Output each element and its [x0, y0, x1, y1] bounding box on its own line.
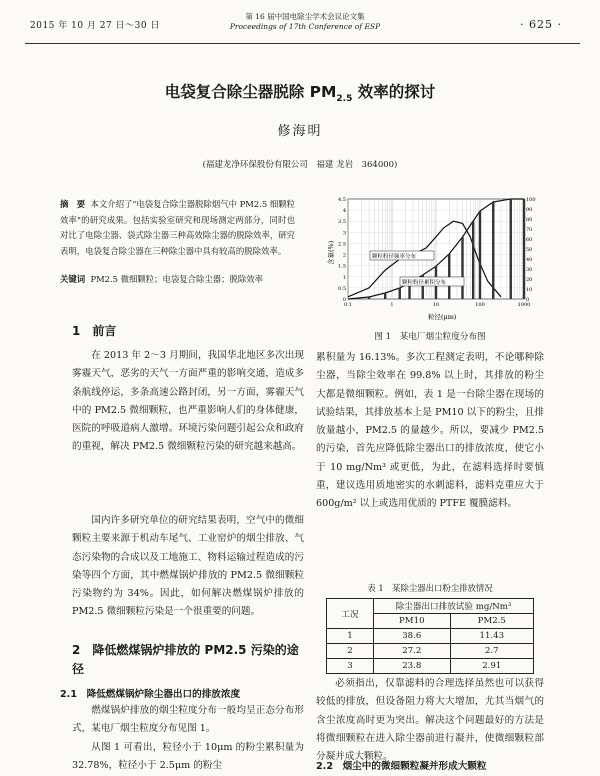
- keywords-text: PM2.5 微细颗粒；电袋复合除尘器；脱除效率: [90, 274, 264, 284]
- right-tick-label: 20: [526, 277, 533, 283]
- table-group-header: 除尘器出口排放试验 mg/Nm³: [374, 599, 534, 614]
- table-cell: 1: [327, 629, 374, 644]
- header-rule: [25, 43, 580, 44]
- table-header-pm25: PM2.5: [450, 614, 533, 629]
- cumulative-bar: [472, 221, 474, 299]
- page-number: · 625 ·: [520, 18, 562, 31]
- left-tick-label: 0.5: [338, 285, 346, 292]
- para-intro-2: 国内许多研究单位的研究结果表明，空气中的微细颗粒主要来源于机动车尾气、工业窑炉的烟尘排放、气态污染物的合成以及工地施工、物料运输过程造成的污染等四个方面，其中燃煤锅炉排放的 PM2.5 微细颗粒污染物约为 34%。因此，如何解决燃煤锅炉排放的 PM2.5 微细颗粒污染是一个很重要的问题。: [72, 515, 304, 618]
- table-cell: 23.8: [374, 659, 451, 674]
- table-row: [327, 659, 534, 674]
- table-header-row: [327, 599, 534, 614]
- left-tick-label: 4: [342, 208, 346, 215]
- para-2-1-a: 燃煤锅炉排放的烟尘粒度分布一般均呈正态分布形式，某电厂烟尘粒度分布见图 1。: [72, 705, 304, 735]
- keywords-label: 关键词: [60, 274, 86, 284]
- title-subscript: 2.5: [336, 94, 353, 105]
- table-cell: 2.7: [450, 644, 533, 659]
- para-2-1-c: 累积量为 16.13%。多次工程测定表明，不论哪种除尘器，当除尘效率在 99.8% 以上时，其排放的粉尘大都是微细颗粒。例如，表 1 是一台除尘器在现场的试验结果，其排放基本上是 PM10 以下的粉尘，且排放量越小，PM2.5 的量越少。所以，要减少 PM2.5 的污染，首先应降低除尘器出口的排放浓度，使它小于 10 mg/Nm³ 或更低，为此，在滤料选择时要慎重，建议选用质地密实的水刺滤料，滤料克重应大于 600g/m² 以上或选用优质的 PTFE 覆膜滤料。: [316, 352, 544, 510]
- left-axis-ticks: [338, 197, 346, 303]
- left-tick-label: 1.5: [338, 263, 346, 270]
- table-col-label: 工况: [327, 599, 374, 629]
- legend-cumulative-label: 颗粒粉径累积分布: [402, 280, 447, 286]
- x-tick-label: 0.1: [344, 302, 352, 308]
- right-tick-label: 30: [526, 267, 533, 273]
- abstract: [60, 197, 295, 259]
- x-tick-label: 1: [390, 302, 394, 308]
- legend-cumulative: [400, 277, 464, 286]
- cumulative-bar: [461, 237, 463, 299]
- right-tick-label: 70: [526, 227, 533, 233]
- para-intro-1: 在 2013 年 2～3 月期间，我国华北地区多次出现雾霾天气，恶劣的天气一方面严重的影响交通，造成多条航线停运，多条高速公路封闭，另一方面，雾霾天气中的 PM2.5 微细颗粒，也严重影响人们的身体健康，医院的呼吸道病人激增。环境污染问题引起公众和政府的重视，解决 PM2.5 微细颗粒污染的研究越来越高。: [72, 350, 304, 453]
- section2-heading: 2 降低燃煤锅炉排放的 PM2.5 污染的途径: [72, 643, 299, 676]
- y-axis-label: 含量(%): [327, 240, 335, 265]
- figure-1-chart: [326, 195, 548, 325]
- table-row: [327, 629, 534, 644]
- abstract-text: 本文介绍了"电袋复合除尘器脱除烟气中 PM2.5 细颗粒效率"的研究成果。包括实验室研究和现场测定两部分，同时也对比了电除尘器、袋式除尘器三种高效除尘器的脱除效率，研究表明，电袋复合除尘器在三种除尘器中具有较高的脱除效率。: [60, 199, 296, 256]
- x-axis-label: 粒径(μm): [428, 313, 457, 321]
- title-prefix: 电袋复合除尘器脱除 PM: [164, 83, 337, 101]
- table-cell: 27.2: [374, 644, 451, 659]
- left-tick-label: 3.5: [338, 219, 346, 226]
- table-cell: 3: [327, 659, 374, 674]
- right-tick-label: 100: [526, 197, 536, 203]
- table-cell: 38.6: [374, 629, 451, 644]
- table-cell: 2: [327, 644, 374, 659]
- cumulative-bar: [448, 254, 450, 299]
- header-conference: [200, 12, 410, 32]
- left-tick-label: 2: [342, 252, 346, 259]
- paper-title: [0, 80, 600, 104]
- right-tick-label: 10: [526, 287, 533, 293]
- table-header-pm10: PM10: [374, 614, 451, 629]
- right-tick-label: 40: [526, 257, 533, 263]
- x-tick-label: 100: [475, 302, 485, 308]
- table-row: [327, 644, 534, 659]
- affiliation: (福建龙净环保股份有限公司 福建 龙岩 364000): [202, 160, 398, 170]
- author: 修海明: [277, 124, 323, 139]
- right-tick-label: 90: [526, 207, 533, 213]
- right-tick-label: 0: [526, 297, 530, 303]
- table-1-caption: 表 1 某除尘器出口粉尘排放情况: [367, 583, 493, 593]
- para-2-1-d: 必须指出，仅靠滤料的合理选择虽然也可以获得较低的排放，但设备阻力将大大增加，尤其当烟气的含尘浓度高时更为突出。解决这个问题最好的方法是将微细颗粒在进入除尘器前进行凝并，使微细颗粒部分凝并成大颗粒。: [316, 678, 544, 763]
- abstract-label: 摘 要: [60, 199, 86, 209]
- title-suffix: 效率的探讨: [352, 83, 436, 101]
- keywords: [60, 272, 295, 288]
- section1-heading: 1 前言: [72, 324, 117, 338]
- table-cell: 2.91: [450, 659, 533, 674]
- cumulative-bar: [492, 202, 494, 299]
- left-tick-label: 4.5: [338, 197, 346, 203]
- x-axis-ticks: [344, 302, 530, 308]
- left-tick-label: 1: [342, 274, 346, 281]
- header-conference-cn: 第 16 届中国电除尘学术会议论文集: [245, 12, 365, 21]
- legend-frequency: [370, 251, 434, 260]
- right-tick-label: 80: [526, 217, 533, 223]
- header-date: 2015 年 10 月 27 日～30 日: [30, 21, 160, 31]
- cumulative-bar: [510, 199, 512, 299]
- subsection-2-1-heading: 2.1 降低燃煤锅炉除尘器出口的排放浓度: [60, 689, 241, 700]
- x-tick-label: 1000: [517, 302, 531, 308]
- cumulative-bar: [399, 288, 401, 299]
- right-tick-label: 50: [526, 247, 533, 253]
- left-tick-label: 2.5: [338, 241, 346, 248]
- subsection-2-2-heading: 2.2 烟尘中的微细颗粒凝并形成大颗粒: [316, 761, 487, 772]
- right-axis-ticks: [526, 197, 536, 303]
- para-2-1-b: 从图 1 可看出，粒径小于 10μm 的粉尘累积量为 32.78%，粒径小于 2.5μm 的粉尘: [72, 742, 304, 772]
- cumulative-bar: [479, 211, 481, 299]
- left-tick-label: 0: [342, 297, 346, 303]
- cumulative-bar: [384, 293, 386, 299]
- table-cell: 11.43: [450, 629, 533, 644]
- table-1: [326, 598, 534, 674]
- legend-frequency-label: 颗粒粉径频率分布: [372, 254, 417, 260]
- cumulative-bar: [368, 297, 370, 299]
- x-tick-label: 10: [432, 302, 440, 308]
- cumulative-bar: [523, 199, 525, 299]
- header-conference-en: Proceedings of 17th Conference of ESP: [229, 22, 381, 31]
- left-tick-label: 3: [342, 230, 346, 237]
- right-tick-label: 60: [526, 237, 533, 243]
- figure-1-caption: 图 1 某电厂烟尘粒度分布图: [374, 332, 486, 342]
